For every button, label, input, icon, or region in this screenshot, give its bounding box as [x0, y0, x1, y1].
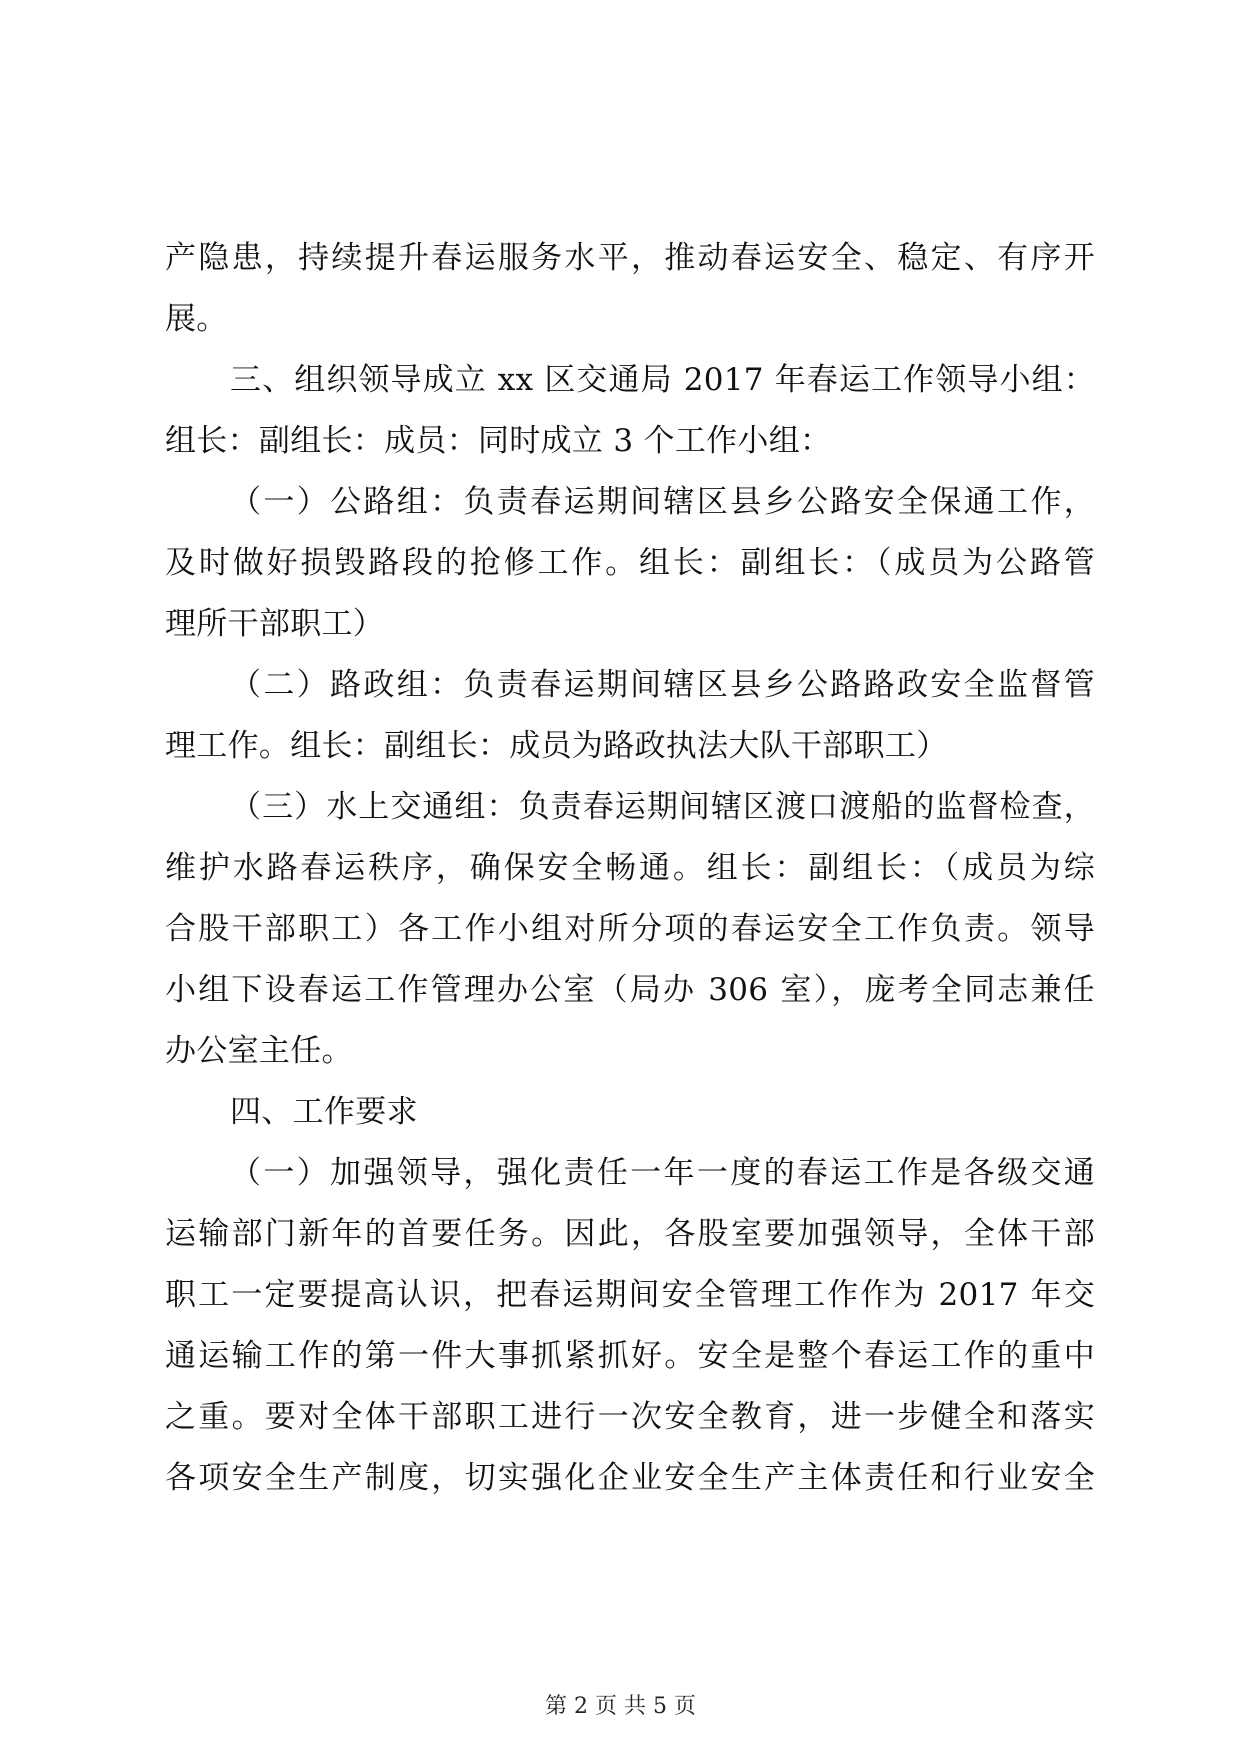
text-line: 之重。要对全体干部职工进行一次安全教育，进一步健全和落实: [165, 1399, 1095, 1435]
text-line: 维护水路春运秩序，确保安全畅通。组长：副组长：（成员为综: [165, 850, 1095, 886]
text-line: （一）加强领导，强化责任一年一度的春运工作是各级交通: [230, 1155, 1095, 1191]
text-line: 小组下设春运工作管理办公室（局办 306 室），庞考全同志兼任: [165, 972, 1095, 1008]
text-line: 产隐患，持续提升春运服务水平，推动春运安全、稳定、有序开: [165, 240, 1095, 276]
text-line: 通运输工作的第一件大事抓紧抓好。安全是整个春运工作的重中: [165, 1338, 1095, 1374]
section-heading: 三、组织领导成立 xx 区交通局 2017 年春运工作领导小组：: [230, 362, 1095, 398]
text-line: 理工作。组长：副组长：成员为路政执法大队干部职工）: [165, 728, 948, 764]
text-line: 各项安全生产制度，切实强化企业安全生产主体责任和行业安全: [165, 1460, 1095, 1496]
text-line: 及时做好损毁路段的抢修工作。组长：副组长：（成员为公路管: [165, 545, 1095, 581]
text-line: 运输部门新年的首要任务。因此，各股室要加强领导，全体干部: [165, 1216, 1095, 1252]
text-line: 合股干部职工）各工作小组对所分项的春运安全工作负责。领导: [165, 911, 1095, 947]
text-line: （一）公路组：负责春运期间辖区县乡公路安全保通工作，: [230, 484, 1095, 520]
text-line: 组长：副组长：成员：同时成立 3 个工作小组：: [165, 423, 832, 459]
text-line: （三）水上交通组：负责春运期间辖区渡口渡船的监督检查，: [230, 789, 1095, 825]
page-number-footer: 第 2 页 共 5 页: [545, 1694, 696, 1719]
text-line: 办公室主任。: [165, 1033, 353, 1069]
text-line: （二）路政组：负责春运期间辖区县乡公路路政安全监督管: [230, 667, 1095, 703]
section-heading: 四、工作要求: [230, 1094, 418, 1130]
text-line: 理所干部职工）: [165, 606, 385, 642]
text-line: 展。: [165, 301, 228, 337]
text-line: 职工一定要提高认识，把春运期间安全管理工作作为 2017 年交: [165, 1277, 1095, 1313]
